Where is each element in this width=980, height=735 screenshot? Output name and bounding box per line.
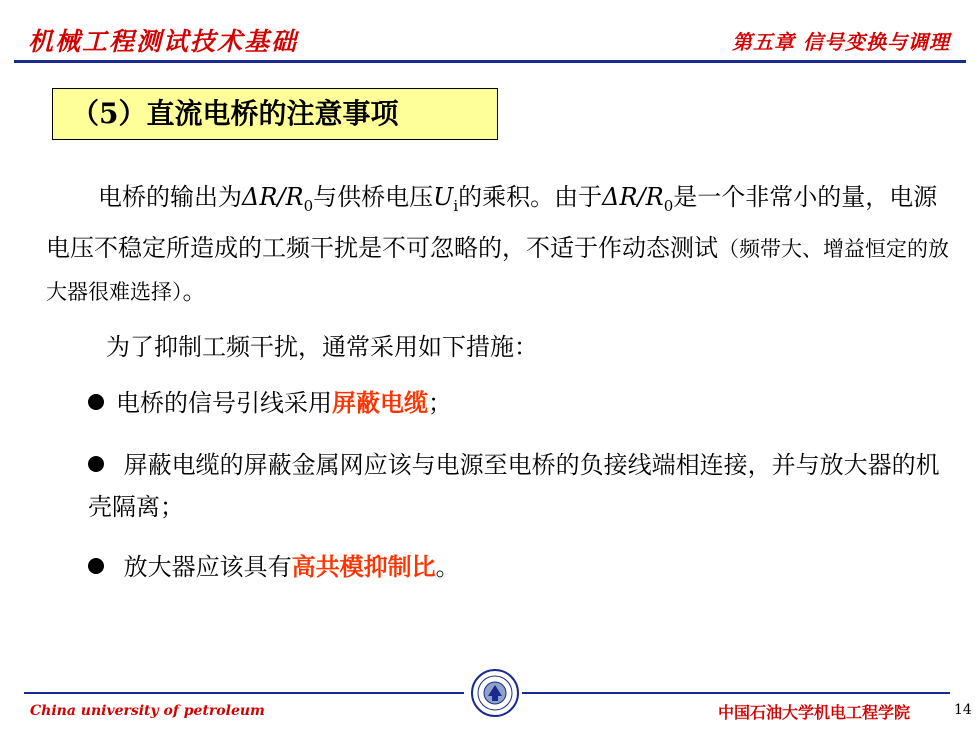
bullet-item [88, 444, 948, 528]
intro-text-4: 是一个非常小的量，电源电压不稳定所造成的工频干扰是不可忽略的，不适于作动态测试 [46, 183, 938, 262]
bullet-text: 电桥的信号引线采用 [116, 389, 332, 417]
intro-end: 。 [182, 276, 207, 305]
bullet-item [88, 382, 948, 424]
chapter-title: 第五章 信号变换与调理 [732, 30, 950, 54]
bullet-dot-icon [88, 456, 104, 472]
math-ratio: ΔR/R [242, 183, 304, 211]
intro-text-1: 电桥的输出为 [98, 183, 242, 211]
bullet-text: 屏蔽电缆的屏蔽金属网应该与电源至电桥的负接线端相连接，并与放大器的机壳隔离； [88, 451, 940, 521]
footer-college-name: 中国石油大学机电工程学院 [718, 703, 911, 722]
footer-divider-right [522, 692, 950, 694]
bullet-text-end: ； [428, 389, 452, 417]
section-title: （5）直流电桥的注意事项 [52, 88, 498, 140]
bullet-dot-icon [88, 558, 104, 574]
paragraph-measures: 为了抑制工频干扰，通常采用如下措施： [106, 333, 538, 361]
bullet-item [88, 546, 948, 588]
delta-r-over-r0-2 [602, 183, 674, 215]
math-sub: 0 [663, 196, 674, 215]
intro-text-2: 与供桥电压 [313, 183, 434, 211]
math-sub: i [453, 196, 459, 215]
footer-university-en: China university of petroleum [30, 703, 265, 719]
delta-r-over-r0-1 [242, 183, 314, 215]
intro-text-3: 的乘积。由于 [458, 183, 603, 211]
bullet-text-end: 。 [435, 553, 460, 581]
intro-note: （频带大、增益恒定的放大器很难选择） [46, 236, 949, 304]
footer-divider-left [24, 692, 464, 694]
university-seal-icon [470, 668, 520, 718]
bullet-highlight: 高共模抑制比 [291, 553, 436, 581]
course-title: 机械工程测试技术基础 [28, 27, 299, 56]
voltage-ui [433, 183, 459, 215]
bullet-highlight: 屏蔽电缆 [332, 389, 428, 417]
math-sub: 0 [303, 196, 314, 215]
bullet-text: 放大器应该具有 [116, 553, 292, 581]
paragraph-intro [46, 176, 951, 313]
page-number: 14 [954, 702, 972, 718]
math-u: U [433, 183, 454, 211]
bullet-dot-icon [88, 394, 104, 410]
header-divider [14, 60, 966, 63]
math-ratio: ΔR/R [602, 183, 664, 211]
